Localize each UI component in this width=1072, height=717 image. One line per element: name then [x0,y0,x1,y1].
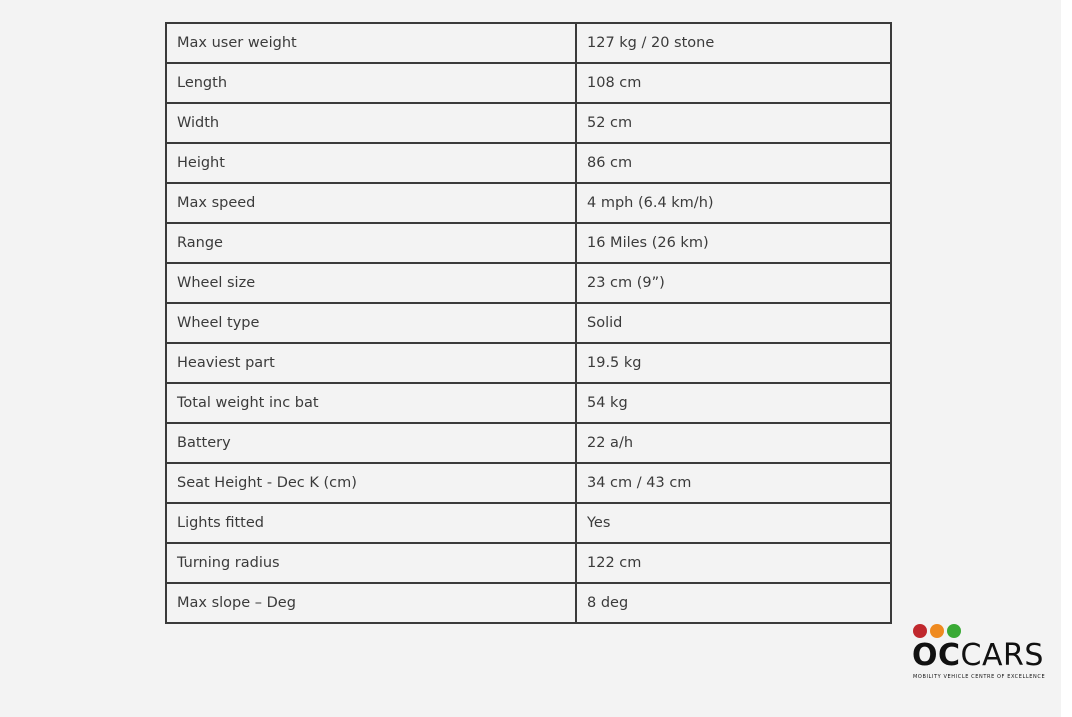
spec-label: Heaviest part [166,343,576,383]
spec-value: 4 mph (6.4 km/h) [576,183,891,223]
spec-label: Range [166,223,576,263]
logo-dot-icon [913,624,927,638]
logo-dot-icon [947,624,961,638]
spec-value: 34 cm / 43 cm [576,463,891,503]
table-row [166,463,891,503]
spec-label: Width [166,103,576,143]
table-row [166,543,891,583]
spec-value: 52 cm [576,103,891,143]
specifications-table [165,22,892,624]
spec-label: Seat Height - Dec K (cm) [166,463,576,503]
spec-label: Wheel type [166,303,576,343]
table-row [166,183,891,223]
logo-wordmark [912,638,1044,674]
table-row [166,343,891,383]
spec-value: 8 deg [576,583,891,623]
spec-label: Length [166,63,576,103]
occars-logo[interactable] [912,624,1046,686]
spec-value: 16 Miles (26 km) [576,223,891,263]
table-row [166,583,891,623]
spec-label: Max speed [166,183,576,223]
table-row [166,503,891,543]
logo-tagline: MOBILITY VEHICLE CENTRE OF EXCELLENCE [913,674,1046,680]
spec-value: Solid [576,303,891,343]
logo-wordmark-light: CARS [960,638,1044,673]
spec-value: 86 cm [576,143,891,183]
spec-label: Battery [166,423,576,463]
spec-value: 127 kg / 20 stone [576,23,891,63]
spec-label: Lights fitted [166,503,576,543]
table-row [166,223,891,263]
specifications-body [166,23,891,623]
table-row [166,23,891,63]
spec-label: Max slope – Deg [166,583,576,623]
spec-value: 19.5 kg [576,343,891,383]
table-row [166,103,891,143]
spec-label: Height [166,143,576,183]
spec-label: Max user weight [166,23,576,63]
table-row [166,63,891,103]
spec-label: Wheel size [166,263,576,303]
spec-value: 122 cm [576,543,891,583]
logo-dot-icon [930,624,944,638]
table-row [166,143,891,183]
spec-label: Total weight inc bat [166,383,576,423]
logo-wordmark-bold: OC [912,638,961,673]
table-row [166,383,891,423]
spec-value: Yes [576,503,891,543]
spec-value: 54 kg [576,383,891,423]
spec-value: 23 cm (9”) [576,263,891,303]
table-row [166,263,891,303]
spec-value: 108 cm [576,63,891,103]
logo-dots-icon [913,624,961,638]
table-row [166,303,891,343]
table-row [166,423,891,463]
spec-label: Turning radius [166,543,576,583]
spec-value: 22 a/h [576,423,891,463]
